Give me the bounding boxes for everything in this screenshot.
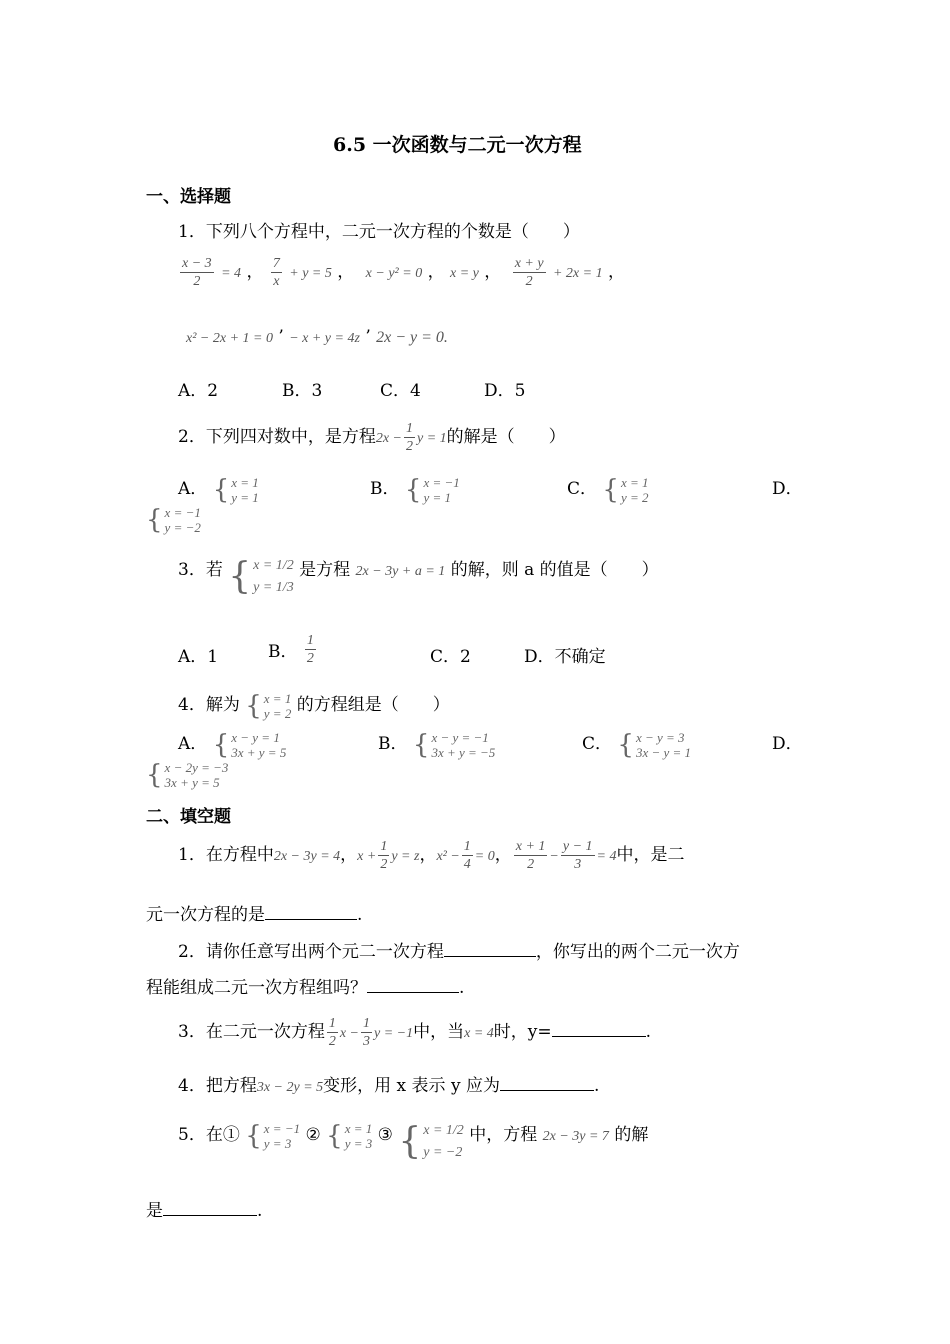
row: y = 3 [344, 1135, 373, 1151]
eq5-numerator: x + y [514, 256, 544, 271]
answer-blank[interactable] [444, 956, 536, 957]
f3-condition: x = 4 [464, 1026, 494, 1041]
row: x = −1 [164, 505, 201, 520]
row: y = 2 [263, 705, 292, 721]
f1-line2: 元一次方程的是 [146, 905, 265, 925]
f1-eq2-fraction [378, 838, 389, 873]
f1-eq2-post: y = z [391, 849, 420, 864]
option-label: B． [370, 479, 400, 499]
f1-eq4-post: = 4 [596, 849, 617, 864]
question-3-stem [178, 555, 659, 599]
period: . [357, 905, 363, 925]
numerator: 1 [463, 839, 471, 854]
f5-system-1: { x = −1 y = 3 [245, 1120, 301, 1151]
denominator: 3 [363, 1034, 370, 1049]
denominator: 3 [574, 857, 582, 872]
separator: ， [608, 262, 625, 282]
question-1-equations-row1 [178, 255, 625, 290]
eq7: − x + y = 4z [289, 331, 360, 346]
f1-eq3-pre: x² − [436, 849, 460, 864]
f1-eq4-fraction2 [561, 838, 595, 873]
question-4-option-c [582, 729, 691, 760]
question-3-option-c: C．2 [430, 647, 471, 667]
q2-numerator: 1 [406, 421, 413, 436]
q4-system: { x = 1 y = 2 [245, 690, 292, 721]
answer-blank[interactable] [265, 919, 357, 920]
separator: ’ [365, 327, 371, 347]
q2-suffix: 的解是（ ） [446, 427, 566, 447]
question-1-stem: 1．下列八个方程中，二元一次方程的个数是（ ） [178, 222, 580, 242]
question-4-stem [178, 690, 450, 721]
f3-mid4: 时，y= [493, 1022, 552, 1042]
fill-question-4 [178, 1071, 599, 1096]
f1-eq3-post: = 0 [474, 849, 495, 864]
question-3-option-d: D．不确定 [524, 647, 606, 667]
eq1-rest: = 4 [221, 266, 242, 281]
section-heading-fill: 二、填空题 [146, 807, 231, 827]
eq6: x² − 2x + 1 = 0 [186, 331, 273, 346]
row: x − y = 1 [231, 729, 280, 745]
question-2-stem [178, 420, 566, 455]
period: . [645, 1022, 652, 1042]
q4-prefix: 4．解为 [178, 695, 240, 715]
option-label: B． [378, 734, 408, 754]
option-a-system: { x − y = 1 3x + y = 5 [212, 729, 287, 760]
eq8: 2x − y = 0. [376, 329, 448, 346]
eq2-fraction [271, 255, 282, 290]
q2-eq-pre: 2x − [375, 431, 402, 446]
numerator: 1 [380, 839, 388, 854]
row: x = 1 [231, 474, 259, 490]
denominator: 2 [328, 1034, 336, 1049]
period: . [459, 978, 465, 998]
f2-line2: 程能组成二元一次方程组吗？ [146, 978, 367, 998]
q2-eq-post: y = 1 [417, 431, 447, 446]
separator: ， [246, 262, 264, 282]
row: x = −1 [423, 474, 460, 490]
question-1-option-b: B．3 [282, 381, 323, 401]
q3-suffix: 的解，则 a 的值是（ ） [450, 560, 659, 580]
f1-eq4-fraction1 [514, 838, 548, 873]
question-2-option-d [146, 505, 201, 535]
f5-mid: 中，方程 [469, 1125, 538, 1145]
row: y = 1 [423, 489, 451, 505]
f3-prefix: 3．在二元一次方程 [178, 1022, 325, 1042]
f5-mark2: ② [305, 1125, 321, 1145]
f3-mid1: x − [339, 1026, 359, 1041]
option-b-system: { x = −1 y = 1 [404, 474, 460, 505]
row: x − y = 3 [635, 729, 685, 745]
question-1-option-a: A．2 [178, 381, 219, 401]
option-label: A． [178, 734, 208, 754]
f3-mid3: 中，当 [413, 1022, 465, 1042]
fill-question-2-line1 [178, 937, 740, 962]
question-4-option-d [146, 760, 228, 790]
eq5-rest: + 2x = 1 [552, 266, 603, 281]
page-title: 6.5 一次函数与二元一次方程 [333, 134, 582, 156]
eq4: x = y [450, 266, 479, 281]
question-4-option-b [378, 729, 495, 760]
separator: ’ [278, 327, 284, 347]
answer-blank[interactable] [552, 1036, 646, 1037]
numerator: 1 [306, 633, 314, 648]
row: x = 1 [263, 690, 292, 706]
question-1-option-d: D．5 [484, 381, 526, 401]
question-2-option-d-label: D． [772, 479, 803, 499]
row: 3x + y = 5 [164, 775, 220, 790]
f5-suffix: 的解 [614, 1125, 649, 1145]
f4-equation: 3x − 2y = 5 [256, 1080, 324, 1095]
row: 3x + y = −5 [431, 744, 496, 760]
row: x = 1/2 [423, 1123, 464, 1138]
fill-question-1-line2 [146, 900, 362, 925]
separator: ， [419, 845, 437, 865]
f1-eq3-fraction [462, 838, 473, 873]
f2-suffix: ，你写出的两个二元一次方 [535, 942, 740, 962]
denominator: 2 [527, 857, 535, 872]
f3-fraction1 [327, 1015, 338, 1050]
row: y = 1 [231, 489, 259, 505]
option-c-system: { x − y = 3 3x − y = 1 [617, 729, 692, 760]
f2-prefix: 2．请你任意写出两个元二一次方程 [178, 942, 444, 962]
separator: ， [427, 262, 445, 282]
option-label: A． [178, 479, 208, 499]
f1-prefix: 1．在方程中 [178, 845, 274, 865]
f5-line2: 是 [146, 1201, 163, 1221]
f5-mark3: ③ [377, 1125, 393, 1145]
section-heading-choice: 一、选择题 [146, 187, 231, 207]
eq1-denominator: 2 [193, 274, 201, 289]
option-label: C． [567, 479, 598, 499]
eq2-numerator: 7 [272, 256, 280, 271]
option-b-system: { x − y = −1 3x + y = −5 [412, 729, 496, 760]
f5-system-2: { x = 1 y = 3 [326, 1120, 373, 1151]
eq2-denominator: x [273, 274, 280, 289]
separator: ， [340, 845, 358, 865]
numerator: 1 [328, 1016, 336, 1031]
row: x = −1 [263, 1120, 301, 1136]
denominator: 4 [463, 857, 471, 872]
period: . [593, 1076, 600, 1096]
answer-blank[interactable] [500, 1090, 594, 1091]
q2-prefix: 2．下列四对数中，是方程 [178, 427, 376, 447]
row: x − 2y = −3 [164, 760, 229, 775]
option-label: B． [268, 642, 298, 662]
f1-mid: 中，是二 [616, 845, 685, 865]
q3-b-fraction [305, 632, 316, 667]
f3-mid2: y = −1 [374, 1026, 414, 1041]
eq5-fraction [513, 255, 546, 290]
row: 3x + y = 5 [231, 744, 287, 760]
answer-blank[interactable] [163, 1215, 257, 1216]
question-4-option-d-label: D． [772, 734, 803, 754]
q4-suffix: 的方程组是（ ） [296, 695, 450, 715]
row: x = 1/2 [253, 558, 294, 573]
option-d-system: { x − 2y = −3 3x + y = 5 [146, 760, 229, 790]
f1-eq2-pre: x + [357, 849, 377, 864]
question-2-option-c [567, 474, 649, 505]
f1-eq4-minus: − [549, 849, 559, 864]
period: . [257, 1201, 263, 1221]
option-c-system: { x = 1 y = 2 [602, 474, 649, 505]
row: x = 1 [620, 474, 649, 490]
f4-suffix: 变形，用 x 表示 y 应为 [323, 1076, 500, 1096]
eq5-denominator: 2 [525, 274, 533, 289]
row: y = 3 [263, 1135, 292, 1151]
q3-equation: 2x − 3y + a = 1 [355, 564, 446, 579]
f4-prefix: 4．把方程 [178, 1076, 257, 1096]
q3-mid: 是方程 [299, 560, 351, 580]
f5-system-3: { x = 1/2 y = −2 [398, 1121, 464, 1162]
denominator: 2 [380, 857, 388, 872]
f1-eq1: 2x − 3y = 4 [273, 849, 341, 864]
fill-question-2-line2 [146, 973, 464, 998]
question-2-option-b [370, 474, 460, 505]
question-4-option-a [178, 729, 286, 760]
q2-fraction [404, 420, 415, 455]
row: y = −2 [423, 1145, 463, 1160]
option-label: C． [582, 734, 613, 754]
numerator: 1 [363, 1016, 370, 1031]
row: y = −2 [164, 520, 201, 535]
question-3-option-b [268, 632, 318, 667]
answer-blank[interactable] [367, 992, 459, 993]
question-3-option-a: A．1 [178, 647, 219, 667]
f5-prefix: 5．在① [178, 1125, 240, 1145]
row: x − y = −1 [431, 729, 489, 745]
row: y = 2 [620, 489, 649, 505]
numerator: y − 1 [562, 839, 593, 854]
q3-system: { x = 1/2 y = 1/3 [228, 556, 294, 597]
eq3: x − y² = 0 [365, 266, 423, 281]
fill-question-5-line1 [178, 1120, 648, 1164]
q3-prefix: 3．若 [178, 560, 223, 580]
row: 3x − y = 1 [635, 744, 692, 760]
row: y = 1/3 [253, 580, 294, 595]
q2-denominator: 2 [406, 439, 413, 454]
denominator: 2 [306, 651, 314, 666]
eq1-fraction [180, 255, 214, 290]
option-a-system: { x = 1 y = 1 [212, 474, 259, 505]
fill-question-1-line1 [178, 838, 685, 873]
question-1-option-c: C．4 [380, 381, 421, 401]
separator: ， [494, 845, 512, 865]
eq2-rest: + y = 5 [289, 266, 332, 281]
separator: ， [337, 262, 355, 282]
fill-question-3 [178, 1015, 651, 1050]
question-2-option-a [178, 474, 259, 505]
row: x = 1 [344, 1120, 373, 1136]
separator: ， [484, 262, 502, 282]
fill-question-5-line2 [146, 1196, 262, 1221]
f3-fraction2 [361, 1015, 372, 1050]
f5-equation: 2x − 3y = 7 [542, 1129, 609, 1144]
option-d-system: { x = −1 y = −2 [146, 505, 201, 535]
eq1-numerator: x − 3 [182, 256, 212, 271]
question-1-equations-row2 [186, 327, 448, 347]
numerator: x + 1 [515, 839, 546, 854]
